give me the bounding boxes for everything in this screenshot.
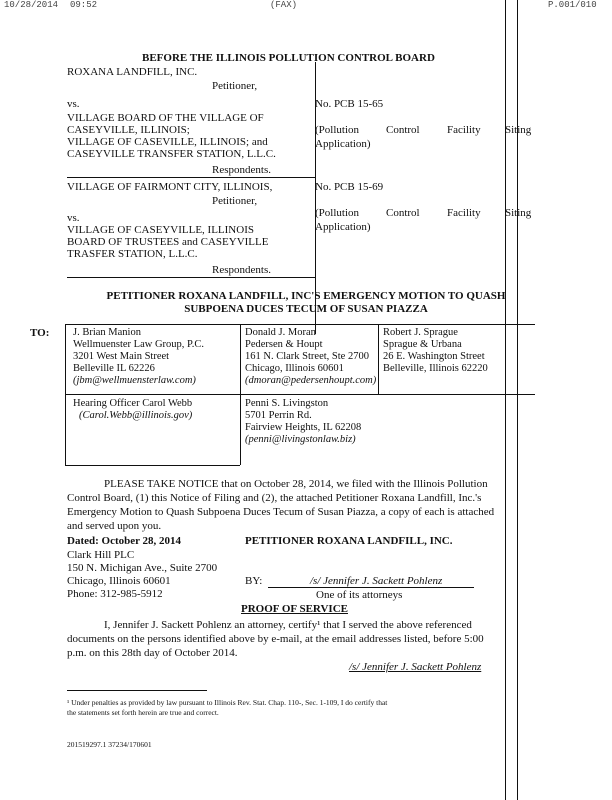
firm-line: Chicago, Illinois 60601 [67,575,171,587]
case-separator [67,177,315,178]
footnote-line: the statements set forth herein are true and correct. [67,708,219,717]
document-id: 201519297.1 37234/170601 [67,740,152,749]
case2-nature-word: (Pollution [315,207,360,219]
service-contact: Robert J. Sprague Sprague & Urbana 26 E. Washington Street Belleville, Illinois 62220 [383,327,488,374]
attorney-signature: /s/ Jennifer J. Sackett Pohlenz [310,575,443,587]
motion-title-line: PETITIONER ROXANA LANDFILL, INC'S EMERGENCY MOTION TO QUASH [106,290,506,302]
case1-respondent-line: CASEYVILLE, ILLINOIS; [67,124,190,136]
case1-petitioner-role: Petitioner, [212,80,258,92]
notice-line: Emergency Motion to Quash Subpoena Duces Tecum of Susan Piazza, a copy of each is attached [67,506,495,518]
case1-respondent-line: VILLAGE OF CASEVILLE, ILLINOIS; and [67,136,268,148]
footnote-rule [67,690,207,691]
firm-line: 150 N. Michigan Ave., Suite 2700 [67,562,218,574]
firm-line: Clark Hill PLC [67,549,135,561]
case1-respondent-role: Respondents. [212,164,271,176]
case2-petitioner: VILLAGE OF FAIRMONT CITY, ILLINOIS, [67,181,273,193]
fax-sender: (FAX) [270,0,298,10]
case-separator [67,277,315,278]
case2-nature-word: Siting [505,207,532,219]
table-border [378,324,379,394]
signature-rule [268,587,474,588]
case2-nature-word: Facility [447,207,481,219]
notice-line: and served upon you. [67,520,162,532]
proof-of-service-title: PROOF OF SERVICE [241,603,348,615]
firm-line: Phone: 312-985-5912 [67,588,163,600]
case1-nature-word: Siting [505,124,532,136]
motion-title-line: SUBPOENA DUCES TECUM OF SUSAN PIAZZA [184,303,428,315]
case1-number: No. PCB 15-65 [315,98,384,110]
by-label: BY: [245,575,263,587]
case2-nature-word: Control [386,207,420,219]
fax-time: 09:52 [70,0,98,10]
fax-streak-line [505,0,506,800]
proof-line: p.m. on this 28th day of October 2014. [67,647,238,659]
case1-vs: vs. [67,98,80,110]
contact-email[interactable]: (penni@livingstonlaw.biz) [245,434,356,445]
case2-petitioner-role: Petitioner, [212,195,258,207]
case1-petitioner: ROXANA LANDFILL, INC. [67,66,198,78]
service-contact: Hearing Officer Carol Webb (Carol.Webb@illinois.gov) [73,398,193,421]
contact-email[interactable]: (jbm@wellmuensterlaw.com) [73,375,196,386]
service-contact: Penni S. Livingston 5701 Perrin Rd. Fairview Heights, IL 62208 (penni@livingstonlaw.biz) [245,398,362,445]
proof-line: I, Jennifer J. Sackett Pohlenz an attorney, certify¹ that I served the above referenced [104,619,472,631]
case1-nature-line2: Application) [315,138,371,150]
dated-line: Dated: October 28, 2014 [67,535,182,547]
table-border [65,394,535,395]
case2-respondent-line: BOARD OF TRUSTEES and CASEYVILLE [67,236,269,248]
case1-nature-word: (Pollution [315,124,360,136]
table-border [65,324,66,465]
case1-nature-word: Facility [447,124,481,136]
table-border [65,465,240,466]
case2-nature-line2: Application) [315,221,371,233]
proof-signature: /s/ Jennifer J. Sackett Pohlenz [349,661,482,673]
signature-block-title: PETITIONER ROXANA LANDFILL, INC. [245,535,453,547]
case2-number: No. PCB 15-69 [315,181,384,193]
service-contact: Donald J. Moran Pedersen & Houpt 161 N. Clark Street, Ste 2700 Chicago, Illinois 60601 (dmoran@pedersenhoupt.com) [245,327,377,386]
case1-respondent-line: CASEYVILLE TRANSFER STATION, L.L.C. [67,148,276,160]
footnote-line: ¹ Under penalties as provided by law pursuant to Illinois Rev. Stat. Chap. 110-, Sec. 1-109, I do certify that [67,698,388,707]
fax-date: 10/28/2014 [4,0,59,10]
case1-nature-word: Control [386,124,420,136]
table-border [65,324,535,325]
service-contact: J. Brian Manion Wellmuenster Law Group, P.C. 3201 West Main Street Belleville IL 62226 (jbm@wellmuensterlaw.com) [73,327,204,386]
fax-page-number: P.001/010 [548,0,597,10]
one-of-attorneys: One of its attorneys [316,589,403,601]
fax-streak-line [517,0,518,800]
notice-line: Control Board, (1) this Notice of Filing and (2), the attached Petitioner Roxana Landfill, Inc.'s [67,492,482,504]
case1-respondent-line: VILLAGE BOARD OF THE VILLAGE OF [67,112,264,124]
court-title: BEFORE THE ILLINOIS POLLUTION CONTROL BOARD [142,52,435,64]
case2-respondent-role: Respondents. [212,264,271,276]
case2-respondent-line: VILLAGE OF CASEYVILLE, ILLINOIS [67,224,254,236]
table-border [240,324,241,465]
contact-email[interactable]: (dmoran@pedersenhoupt.com) [245,375,377,386]
to-label: TO: [30,327,50,339]
case2-vs: vs. [67,212,80,224]
case2-respondent-line: TRASFER STATION, L.L.C. [67,248,198,260]
notice-line: PLEASE TAKE NOTICE that on October 28, 2014, we filed with the Illinois Pollution [104,478,488,490]
proof-line: documents on the persons identified above by e-mail, at the email addresses listed, before 5:00 [67,633,484,645]
contact-email[interactable]: (Carol.Webb@illinois.gov) [79,410,193,421]
